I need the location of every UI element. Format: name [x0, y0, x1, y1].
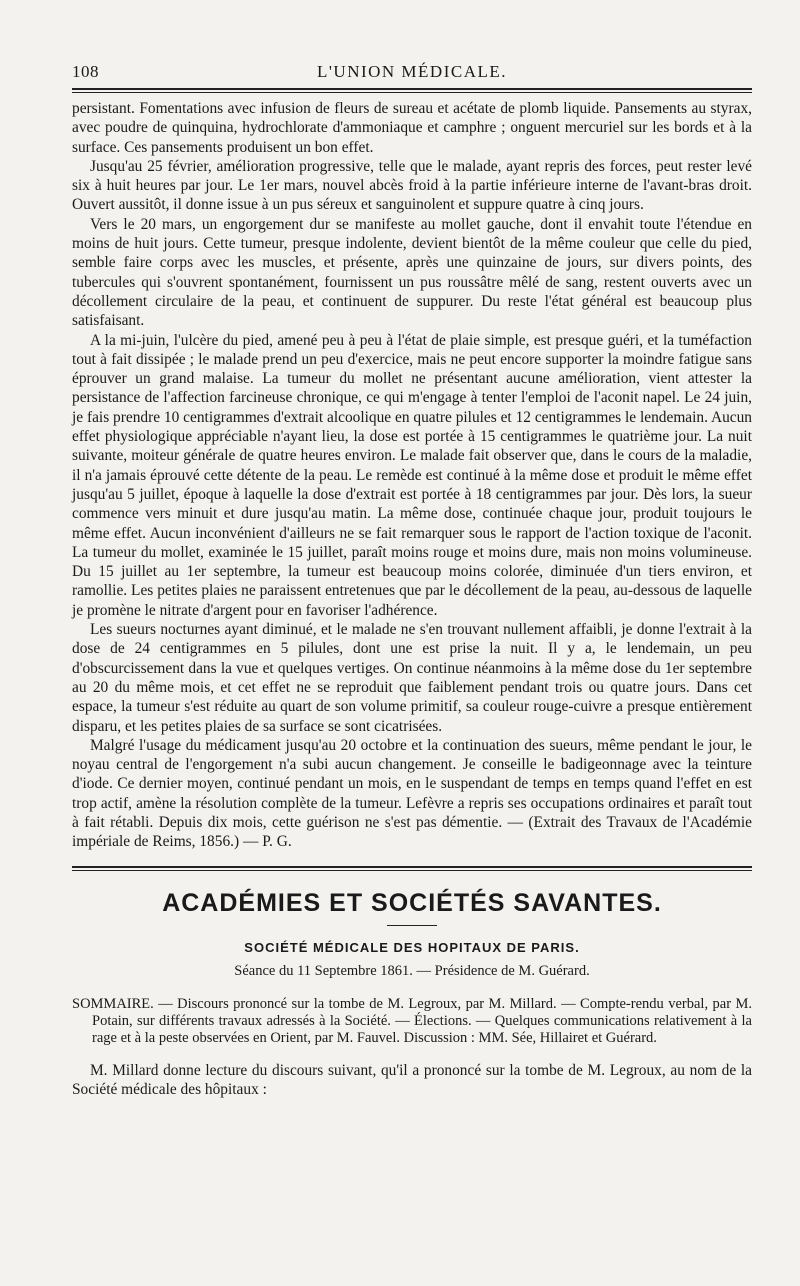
- article-paragraph: Malgré l'usage du médicament jusqu'au 20 octobre et la continuation des sueurs, même pendant le jour, le noyau central de l'engorgement n'a subi aucun changement. Je conseille le badigeonnage avec la teinture d'iode. Ce dernier moyen, continué pendant un mois, en le suspendant de temps en temps quand l'effet en est trop actif, amène la résolution complète de la tumeur. Lefèvre a repris ses occupations ordinaires et paraît tout à fait rétabli. Depuis dix mois, cette guérison ne s'est pas démentie. — (Extrait des Travaux de l'Académie impériale de Reims, 1856.) — P. G.: [72, 736, 752, 851]
- journal-title: L'UNION MÉDICALE.: [316, 62, 508, 81]
- section-title: ACADÉMIES ET SOCIÉTÉS SAVANTES.: [162, 888, 662, 917]
- seance-line: Séance du 11 Septembre 1861. — Présidence de M. Guérard.: [234, 962, 590, 979]
- running-header: [72, 52, 752, 86]
- page-number: 108: [72, 62, 99, 81]
- article-paragraph: Les sueurs nocturnes ayant diminué, et le malade ne s'en trouvant nullement affaibli, je donne l'extrait à la dose de 24 centigrammes en 5 pilules, dont une est prise la nuit. Il y a, le lendemain, un peu d'obscurcissement dans la vue et quelques vertiges. On continue néanmoins à la même dose du 1er septembre au 20 du même mois, et cet effet ne se reproduit que faiblement pendant trois ou quatre jours. Dans cet espace, la tumeur s'est réduite au quart de son volume primitif, sa couleur rouge-cuivre a presque entièrement disparu, et les petites plaies de sa surface se sont cicatrisées.: [72, 621, 752, 735]
- article-paragraph: A la mi-juin, l'ulcère du pied, amené peu à peu à l'état de plaie simple, est presque guéri, et la tuméfaction tout à fait dissipée ; le malade prend un peu d'exercice, mais ne peut encore supporter la moindre fatigue sans éprouver un grand malaise. La tumeur du mollet ne présentant aucune amélioration, vient attester la persistance de l'affection farcineuse chronique, ce qui m'engage à tenter l'emploi de l'aconit napel. Le 24 juin, je fais prendre 10 centigrammes d'extrait alcoolique en quatre pilules et 12 centigrammes le lendemain. Aucun effet physiologique appréciable n'ayant lieu, la dose est portée à 15 centigrammes le quatrième jour. La nuit suivante, moiteur générale de quatre heures environ. Le malade fait observer que, dans le cours de la maladie, il n'a jamais éprouvé cette détente de la peau. Le remède est continué à la même dose et produit le même effet jusqu'au 5 juillet, époque à laquelle la dose d'extrait est portée à 18 centigrammes par jour. Dès lors, la sueur commence vers minuit et dure jusqu'au matin. La même dose, continuée chaque jour, produit toujours le même effet. Aucun inconvénient d'ailleurs ne se fait remarquer sous le rapport de l'action toxique de l'aconit. La tumeur du mollet, examinée le 15 juillet, paraît moins rouge et moins dure, mais non moins volumineuse. Du 15 juillet au 1er septembre, la tumeur est beaucoup moins colorée, diminuée d'un tiers environ, et ramollie. Les petites plaies ne paraissent entretenues que par le décollement de la peau, au-dessous de laquelle je promène le nitrate d'argent pour en favoriser l'adhérence.: [72, 331, 752, 619]
- header-rule: [72, 88, 752, 93]
- article-paragraph: persistant. Fomentations avec infusion de fleurs de sureau et acétate de plomb liquide. Pansements au styrax, avec poudre de quinquina, hydrochlorate d'ammoniaque et camphre ; onguent mercuriel sur les bords et à la surface. Ces pansements produisent un bon effet.: [72, 100, 752, 156]
- society-name: SOCIÉTÉ MÉDICALE DES HOPITAUX DE PARIS.: [244, 939, 580, 955]
- article-body: [72, 99, 752, 852]
- document-page: [72, 52, 752, 1099]
- article-paragraph: Vers le 20 mars, un engorgement dur se manifeste au mollet gauche, dont il envahit toute l'étendue en moins de huit jours. Cette tumeur, presque indolente, devient bientôt de la même couleur que celle du pied, semble faire corps avec les muscles, et présente, après une quinzaine de jours, sur divers points, des tubercules qui s'ouvrent spontanément, fournissent un pus roussâtre mêlé de sang, restent ouverts avec un décollement circulaire de la peau, et continuent de suppurer. Du reste l'état général est beaucoup plus satisfaisant.: [72, 215, 752, 330]
- sommaire: SOMMAIRE. — Discours prononcé sur la tombe de M. Legroux, par M. Millard. — Compte-rendu verbal, par M. Potain, sur différents travaux adressés à la Société. — Élections. — Quelques communications relativement à la rage et à la peste observées en Orient, par M. Fauvel. Discussion : MM. Sée, Hillairet et Guérard.: [72, 995, 752, 1046]
- title-underline: [387, 925, 437, 926]
- closing-paragraph: M. Millard donne lecture du discours suivant, qu'il a prononcé sur la tombe de M. Legroux, au nom de la Société médicale des hôpitaux :: [72, 1061, 752, 1098]
- article-paragraph: Jusqu'au 25 février, amélioration progressive, telle que le malade, ayant repris des forces, peut rester levé six à huit heures par jour. Le 1er mars, nouvel abcès froid à la partie inférieure interne de l'avant-bras droit. Ouvert aussitôt, il donne issue à un pus séreux et sanguinolent et suppure quatre à cinq jours.: [72, 157, 752, 214]
- section-rule: [72, 866, 752, 871]
